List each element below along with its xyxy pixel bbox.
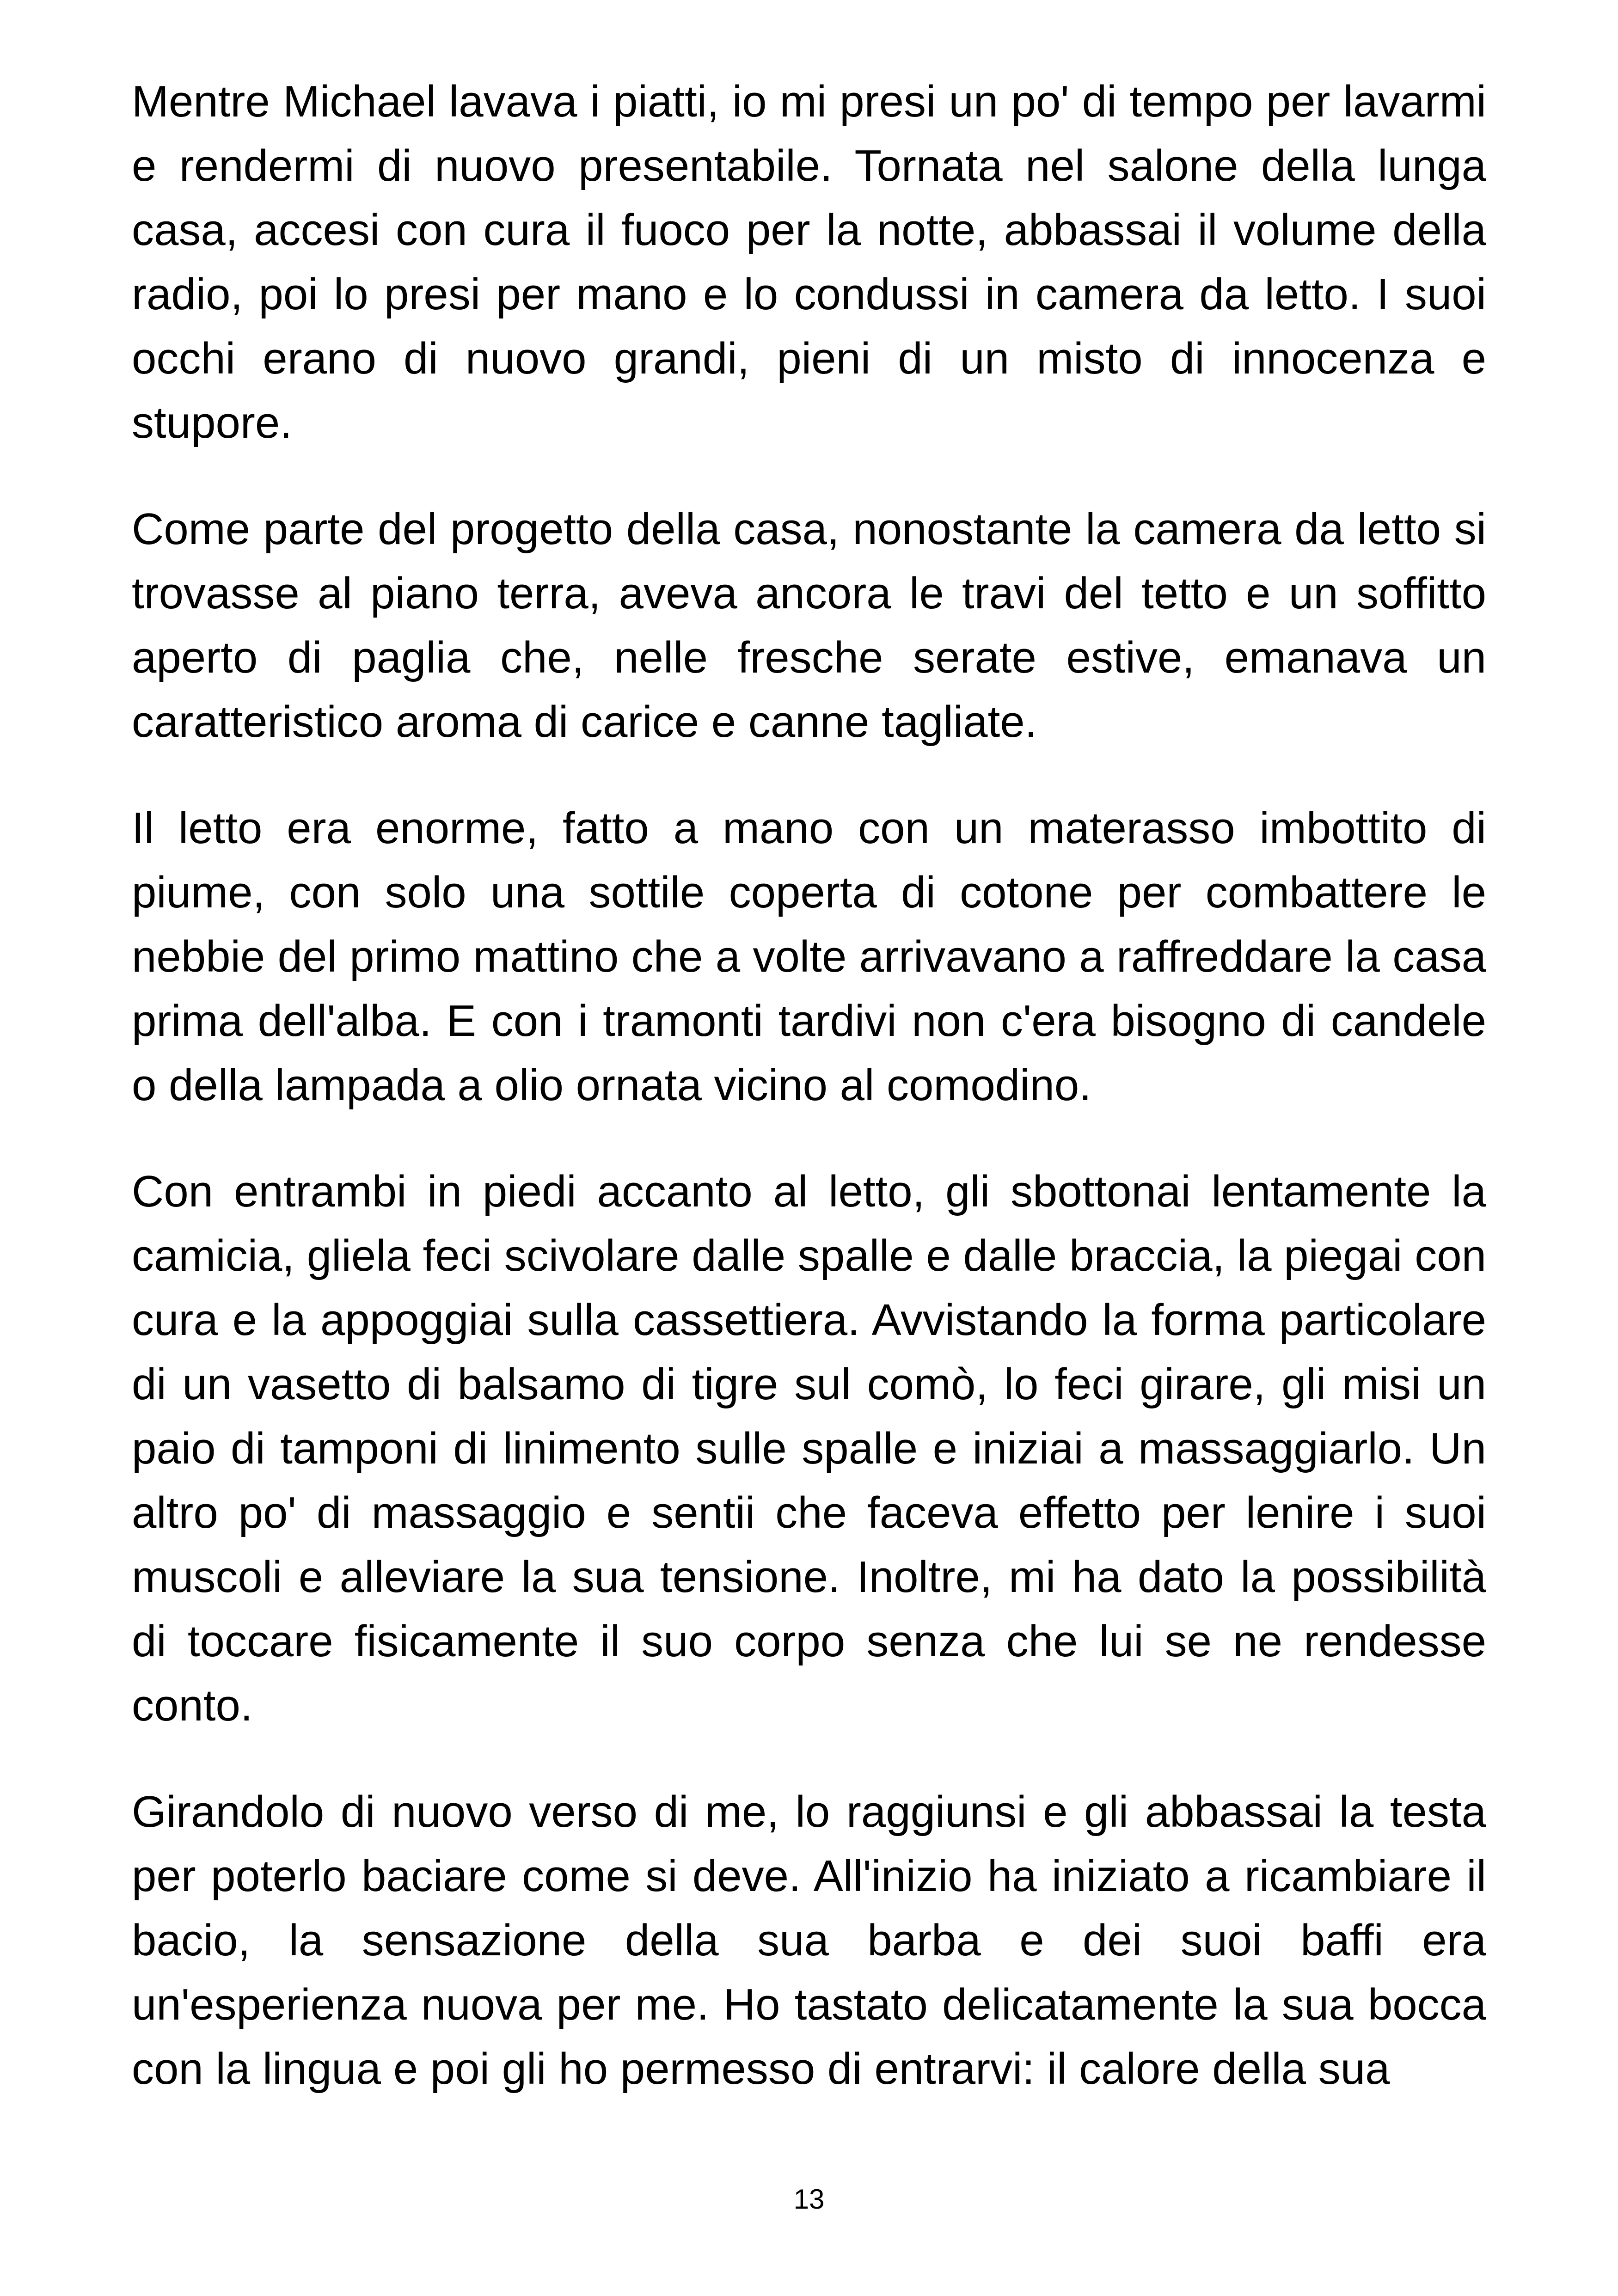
paragraph: Come parte del progetto della casa, nonostante la camera da letto si trovasse al piano terra, aveva ancora le travi del tetto e un soffitto aperto di paglia che, nelle fresche serate estive, emanava un caratteristico aroma di carice e canne tagliate. (132, 504, 1486, 747)
paragraph: Il letto era enorme, fatto a mano con un materasso imbottito di piume, con solo una sottile coperta di cotone per combattere le nebbie del primo mattino che a volte arrivavano a raffreddare la casa prima dell'alba. E con i tramonti tardivi non c'era bisogno di candele o della lampada a olio ornata vicino al comodino. (132, 803, 1486, 1110)
paragraph: Con entrambi in piedi accanto al letto, gli sbottonai lentamente la camicia, gliela feci scivolare dalle spalle e dalle braccia, la piegai con cura e la appoggiai sulla cassettiera. Avvistando la forma particolare di un vasetto di balsamo di tigre sul comò, lo feci girare, gli misi un paio di tamponi di linimento sulle spalle e iniziai a massaggiarlo. Un altro po' di massaggio e sentii che faceva effetto per lenire i suoi muscoli e alleviare la sua tensione. Inoltre, mi ha dato la possibilità di toccare fisicamente il suo corpo senza che lui se ne rendesse conto. (132, 1167, 1486, 1730)
body-text (132, 69, 1486, 2143)
paragraph: Girandolo di nuovo verso di me, lo raggiunsi e gli abbassai la testa per poterlo baciare come si deve. All'inizio ha iniziato a ricambiare il bacio, la sensazione della sua barba e dei suoi baffi era un'esperienza nuova per me. Ho tastato delicatamente la sua bocca con la lingua e poi gli ho permesso di entrarvi: il calore della sua (132, 1787, 1486, 2094)
paragraph: Mentre Michael lavava i piatti, io mi presi un po' di tempo per lavarmi e rendermi di nuovo presentabile. Tornata nel salone della lunga casa, accesi con cura il fuoco per la notte, abbassai il volume della radio, poi lo presi per mano e lo condussi in camera da letto. I suoi occhi erano di nuovo grandi, pieni di un misto di innocenza e stupore. (132, 77, 1486, 447)
page-number: 13 (793, 2184, 825, 2215)
